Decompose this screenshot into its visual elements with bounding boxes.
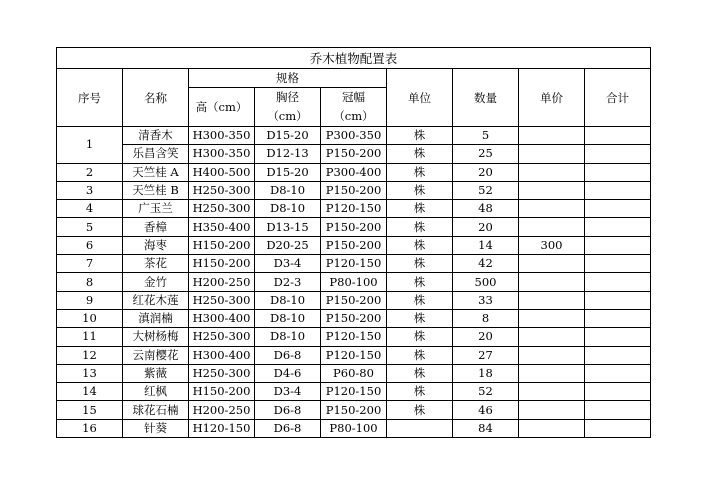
table-body xyxy=(57,127,651,438)
cell-crown: P150-200 xyxy=(321,181,387,199)
cell-price xyxy=(519,383,585,401)
table-row xyxy=(57,181,651,199)
cell-height: H200-250 xyxy=(189,273,255,291)
cell-name: 乐昌含笑 xyxy=(123,145,189,163)
cell-height: H250-300 xyxy=(189,364,255,382)
cell-seq: 3 xyxy=(57,181,123,199)
header-crown-unit: （cm） xyxy=(333,109,374,123)
cell-price xyxy=(519,309,585,327)
cell-price xyxy=(519,346,585,364)
table-row xyxy=(57,145,651,163)
cell-unit: 株 xyxy=(387,346,453,364)
cell-name: 滇润楠 xyxy=(123,309,189,327)
table-row xyxy=(57,383,651,401)
table-row xyxy=(57,127,651,145)
cell-seq: 14 xyxy=(57,383,123,401)
table-row xyxy=(57,309,651,327)
cell-price xyxy=(519,419,585,437)
cell-total xyxy=(585,401,651,419)
cell-crown: P120-150 xyxy=(321,383,387,401)
cell-height: H400-500 xyxy=(189,163,255,181)
cell-dia: D20-25 xyxy=(255,236,321,254)
header-chest xyxy=(255,88,321,127)
cell-seq: 15 xyxy=(57,401,123,419)
cell-price xyxy=(519,291,585,309)
cell-dia: D12-13 xyxy=(255,145,321,163)
table-row xyxy=(57,419,651,437)
cell-unit: 株 xyxy=(387,309,453,327)
cell-qty: 46 xyxy=(453,401,519,419)
cell-total xyxy=(585,328,651,346)
cell-crown: P150-200 xyxy=(321,218,387,236)
cell-dia: D3-4 xyxy=(255,383,321,401)
cell-height: H250-300 xyxy=(189,200,255,218)
cell-height: H300-350 xyxy=(189,145,255,163)
cell-unit: 株 xyxy=(387,145,453,163)
cell-crown: P150-200 xyxy=(321,401,387,419)
cell-price xyxy=(519,364,585,382)
plant-config-table xyxy=(56,47,651,438)
header-seq: 序号 xyxy=(57,69,123,127)
cell-price xyxy=(519,181,585,199)
cell-unit: 株 xyxy=(387,328,453,346)
cell-price xyxy=(519,401,585,419)
cell-qty: 18 xyxy=(453,364,519,382)
cell-qty: 20 xyxy=(453,218,519,236)
cell-height: H150-200 xyxy=(189,383,255,401)
cell-name: 天竺桂 B xyxy=(123,181,189,199)
cell-qty: 27 xyxy=(453,346,519,364)
table-row xyxy=(57,218,651,236)
cell-price xyxy=(519,218,585,236)
cell-seq: 12 xyxy=(57,346,123,364)
cell-total xyxy=(585,218,651,236)
cell-name: 红花木莲 xyxy=(123,291,189,309)
cell-price xyxy=(519,200,585,218)
cell-height: H300-400 xyxy=(189,346,255,364)
cell-unit: 株 xyxy=(387,236,453,254)
cell-name: 香樟 xyxy=(123,218,189,236)
cell-total xyxy=(585,291,651,309)
table-row xyxy=(57,255,651,273)
cell-dia: D2-3 xyxy=(255,273,321,291)
cell-dia: D4-6 xyxy=(255,364,321,382)
cell-height: H250-300 xyxy=(189,328,255,346)
cell-name: 紫薇 xyxy=(123,364,189,382)
table-row xyxy=(57,346,651,364)
cell-seq: 5 xyxy=(57,218,123,236)
cell-unit: 株 xyxy=(387,401,453,419)
cell-unit: 株 xyxy=(387,181,453,199)
cell-name: 球花石楠 xyxy=(123,401,189,419)
cell-seq: 13 xyxy=(57,364,123,382)
cell-dia: D15-20 xyxy=(255,163,321,181)
cell-unit: 株 xyxy=(387,364,453,382)
cell-crown: P150-200 xyxy=(321,291,387,309)
cell-crown: P80-100 xyxy=(321,273,387,291)
table-row xyxy=(57,163,651,181)
header-chest-unit: （cm） xyxy=(267,109,308,123)
cell-height: H120-150 xyxy=(189,419,255,437)
cell-dia: D6-8 xyxy=(255,401,321,419)
cell-height: H200-250 xyxy=(189,401,255,419)
cell-unit: 株 xyxy=(387,218,453,236)
cell-seq: 16 xyxy=(57,419,123,437)
cell-total xyxy=(585,145,651,163)
cell-seq: 11 xyxy=(57,328,123,346)
header-qty: 数量 xyxy=(453,69,519,127)
cell-crown: P80-100 xyxy=(321,419,387,437)
cell-price xyxy=(519,145,585,163)
header-crown-label: 冠幅 xyxy=(342,90,365,104)
cell-name: 金竹 xyxy=(123,273,189,291)
cell-dia: D8-10 xyxy=(255,200,321,218)
header-chest-label: 胸径 xyxy=(276,90,299,104)
cell-height: H350-400 xyxy=(189,218,255,236)
cell-name: 清香木 xyxy=(123,127,189,145)
cell-unit: 株 xyxy=(387,273,453,291)
cell-crown: P120-150 xyxy=(321,328,387,346)
cell-price xyxy=(519,328,585,346)
cell-qty: 48 xyxy=(453,200,519,218)
header-crown xyxy=(321,88,387,127)
table-row xyxy=(57,401,651,419)
table-row xyxy=(57,273,651,291)
cell-name: 天竺桂 A xyxy=(123,163,189,181)
cell-total xyxy=(585,346,651,364)
header-price: 单价 xyxy=(519,69,585,127)
header-name: 名称 xyxy=(123,69,189,127)
cell-total xyxy=(585,419,651,437)
cell-height: H300-400 xyxy=(189,309,255,327)
cell-qty: 20 xyxy=(453,328,519,346)
cell-crown: P150-200 xyxy=(321,236,387,254)
table-row xyxy=(57,200,651,218)
cell-total xyxy=(585,200,651,218)
cell-qty: 33 xyxy=(453,291,519,309)
header-unit: 单位 xyxy=(387,69,453,127)
cell-total xyxy=(585,163,651,181)
cell-total xyxy=(585,364,651,382)
table-row xyxy=(57,236,651,254)
cell-unit: 株 xyxy=(387,200,453,218)
cell-unit: 株 xyxy=(387,383,453,401)
cell-dia: D6-8 xyxy=(255,419,321,437)
cell-total xyxy=(585,236,651,254)
cell-total xyxy=(585,255,651,273)
cell-crown: P300-400 xyxy=(321,163,387,181)
cell-seq: 2 xyxy=(57,163,123,181)
cell-dia: D8-10 xyxy=(255,291,321,309)
cell-name: 茶花 xyxy=(123,255,189,273)
cell-name: 广玉兰 xyxy=(123,200,189,218)
cell-price: 300 xyxy=(519,236,585,254)
table-title: 乔木植物配置表 xyxy=(57,48,651,69)
cell-seq: 10 xyxy=(57,309,123,327)
cell-price xyxy=(519,255,585,273)
cell-seq: 8 xyxy=(57,273,123,291)
cell-dia: D3-4 xyxy=(255,255,321,273)
cell-name: 云南樱花 xyxy=(123,346,189,364)
cell-qty: 8 xyxy=(453,309,519,327)
cell-dia: D6-8 xyxy=(255,346,321,364)
cell-dia: D13-15 xyxy=(255,218,321,236)
cell-dia: D8-10 xyxy=(255,328,321,346)
cell-crown: P150-200 xyxy=(321,309,387,327)
cell-seq: 9 xyxy=(57,291,123,309)
cell-unit xyxy=(387,419,453,437)
cell-height: H300-350 xyxy=(189,127,255,145)
cell-height: H250-300 xyxy=(189,181,255,199)
cell-qty: 14 xyxy=(453,236,519,254)
cell-crown: P120-150 xyxy=(321,200,387,218)
cell-qty: 84 xyxy=(453,419,519,437)
cell-price xyxy=(519,273,585,291)
cell-unit: 株 xyxy=(387,255,453,273)
cell-total xyxy=(585,383,651,401)
cell-dia: D8-10 xyxy=(255,181,321,199)
header-spec: 规格 xyxy=(189,69,387,88)
cell-unit: 株 xyxy=(387,127,453,145)
cell-qty: 20 xyxy=(453,163,519,181)
cell-seq: 4 xyxy=(57,200,123,218)
cell-price xyxy=(519,163,585,181)
cell-qty: 52 xyxy=(453,181,519,199)
cell-unit: 株 xyxy=(387,291,453,309)
cell-seq: 7 xyxy=(57,255,123,273)
cell-dia: D15-20 xyxy=(255,127,321,145)
cell-qty: 25 xyxy=(453,145,519,163)
cell-qty: 42 xyxy=(453,255,519,273)
table-row xyxy=(57,328,651,346)
table-row xyxy=(57,364,651,382)
cell-height: H150-200 xyxy=(189,236,255,254)
header-total: 合计 xyxy=(585,69,651,127)
cell-seq: 1 xyxy=(57,127,123,164)
cell-height: H150-200 xyxy=(189,255,255,273)
cell-crown: P120-150 xyxy=(321,346,387,364)
cell-name: 海枣 xyxy=(123,236,189,254)
cell-dia: D8-10 xyxy=(255,309,321,327)
cell-total xyxy=(585,127,651,145)
table-row xyxy=(57,291,651,309)
cell-price xyxy=(519,127,585,145)
cell-total xyxy=(585,181,651,199)
cell-qty: 52 xyxy=(453,383,519,401)
cell-name: 针葵 xyxy=(123,419,189,437)
cell-crown: P120-150 xyxy=(321,255,387,273)
cell-total xyxy=(585,273,651,291)
cell-total xyxy=(585,309,651,327)
cell-name: 红枫 xyxy=(123,383,189,401)
cell-name: 大树杨梅 xyxy=(123,328,189,346)
cell-qty: 500 xyxy=(453,273,519,291)
cell-height: H250-300 xyxy=(189,291,255,309)
cell-seq: 6 xyxy=(57,236,123,254)
cell-qty: 5 xyxy=(453,127,519,145)
cell-crown: P60-80 xyxy=(321,364,387,382)
cell-crown: P300-350 xyxy=(321,127,387,145)
cell-unit: 株 xyxy=(387,163,453,181)
header-height: 高（cm） xyxy=(189,88,255,127)
cell-crown: P150-200 xyxy=(321,145,387,163)
